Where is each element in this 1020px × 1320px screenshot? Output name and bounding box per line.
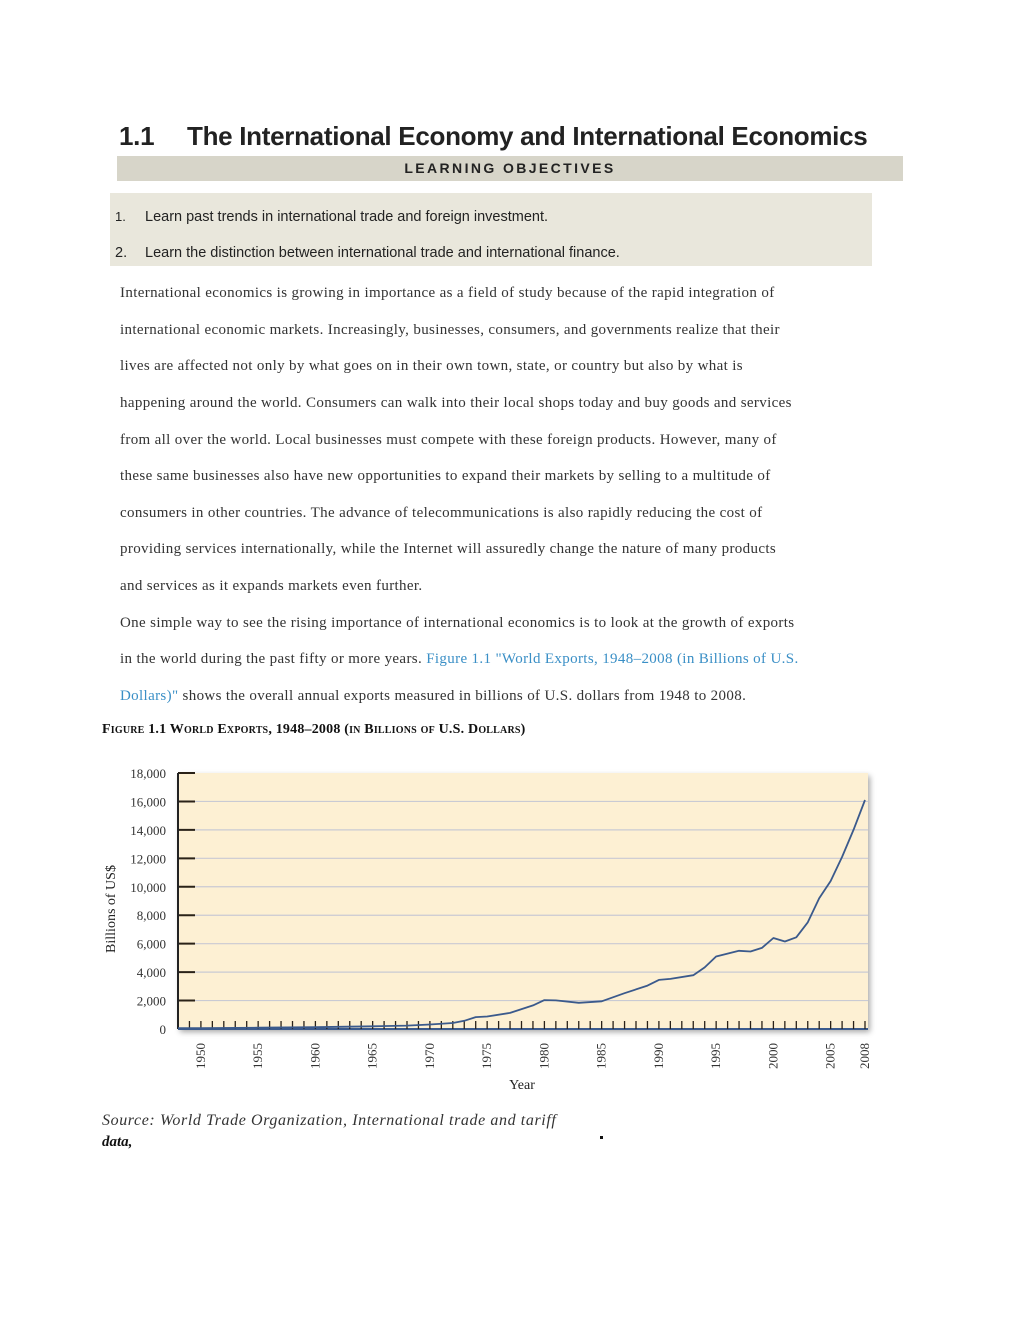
- svg-text:2,000: 2,000: [136, 993, 166, 1009]
- learning-objectives-header: [117, 156, 903, 181]
- svg-text:1995: 1995: [708, 1043, 724, 1069]
- plot-area: [178, 773, 868, 1029]
- body-line: providing services internationally, while the Internet will assuredly change the nature of many products: [120, 541, 777, 557]
- body-text-span: shows the overall annual exports measured in billions of U.S. dollars from 1948 to 2008.: [178, 688, 747, 704]
- learning-objectives-label: LEARNING OBJECTIVES: [404, 160, 616, 176]
- figure-link[interactable]: Figure 1.1 "World Exports, 1948–2008 (in Billions of U.S.: [426, 651, 799, 667]
- svg-text:1970: 1970: [421, 1043, 437, 1069]
- body-line: international economic markets. Increasingly, businesses, consumers, and governments realize that their: [120, 322, 780, 338]
- section-number: 1.1: [119, 121, 155, 151]
- svg-text:18,000: 18,000: [130, 766, 166, 781]
- svg-text:1965: 1965: [364, 1043, 380, 1069]
- svg-text:1950: 1950: [192, 1043, 208, 1069]
- body-line: happening around the world. Consumers can walk into their local shops today and buy goods and services: [120, 395, 792, 411]
- svg-text:4,000: 4,000: [136, 965, 166, 981]
- body-line: and services as it expands markets even further.: [120, 578, 423, 594]
- source-period: [600, 1136, 603, 1139]
- svg-text:1990: 1990: [650, 1043, 666, 1069]
- svg-text:1985: 1985: [593, 1043, 609, 1069]
- svg-text:2000: 2000: [765, 1043, 781, 1069]
- body-line: lives are affected not only by what goes on in their own town, state, or country but also by what is: [120, 358, 743, 374]
- figure-source: Source: World Trade Organization, International trade and tariff: [102, 1112, 557, 1129]
- svg-text:10,000: 10,000: [130, 879, 166, 895]
- body-line: [120, 651, 799, 668]
- svg-text:14,000: 14,000: [130, 822, 166, 838]
- svg-text:16,000: 16,000: [130, 794, 166, 810]
- svg-text:0: 0: [159, 1022, 166, 1037]
- figure-caption: Figure 1.1 World Exports, 1948–2008 (in Billions of U.S. Dollars): [102, 722, 526, 737]
- svg-text:1975: 1975: [479, 1043, 495, 1069]
- section-title: The International Economy and International Economics: [187, 121, 868, 151]
- svg-text:1960: 1960: [307, 1043, 323, 1069]
- chart-canvas: [95, 760, 895, 1100]
- svg-text:2008: 2008: [857, 1043, 872, 1069]
- objective-item: [115, 245, 620, 261]
- svg-text:Billions of US$: Billions of US$: [104, 865, 119, 953]
- objective-text: Learn the distinction between international trade and international finance.: [145, 245, 620, 261]
- objective-item: [115, 209, 548, 225]
- figure-link-continued[interactable]: Dollars)": [120, 688, 179, 704]
- svg-text:1955: 1955: [250, 1043, 266, 1069]
- body-line: from all over the world. Local businesses must compete with these foreign products. However, many of: [120, 432, 777, 448]
- svg-text:Year: Year: [509, 1078, 535, 1093]
- body-line: consumers in other countries. The advance of telecommunications is also rapidly reducing the cost of: [120, 505, 763, 521]
- body-line: [120, 688, 746, 705]
- figure-source-continued: data,: [102, 1134, 133, 1150]
- svg-text:12,000: 12,000: [130, 851, 166, 867]
- svg-text:1980: 1980: [536, 1043, 552, 1069]
- svg-text:6,000: 6,000: [136, 936, 166, 952]
- body-line: One simple way to see the rising importance of international economics is to look at the growth of exports: [120, 615, 795, 631]
- svg-text:2005: 2005: [822, 1043, 838, 1069]
- learning-objectives-list: [110, 193, 872, 266]
- body-text-span: in the world during the past fifty or more years.: [120, 651, 427, 667]
- objective-number: 1.: [115, 209, 126, 224]
- section-heading: [119, 121, 867, 152]
- svg-text:8,000: 8,000: [136, 908, 166, 924]
- objective-text: Learn past trends in international trade and foreign investment.: [145, 209, 549, 225]
- body-line: International economics is growing in importance as a field of study because of the rapid integration of: [120, 285, 775, 301]
- objective-number: 2.: [115, 245, 128, 261]
- world-exports-chart: [95, 760, 895, 1100]
- body-line: these same businesses also have new opportunities to expand their markets by selling to a multitude of: [120, 468, 771, 484]
